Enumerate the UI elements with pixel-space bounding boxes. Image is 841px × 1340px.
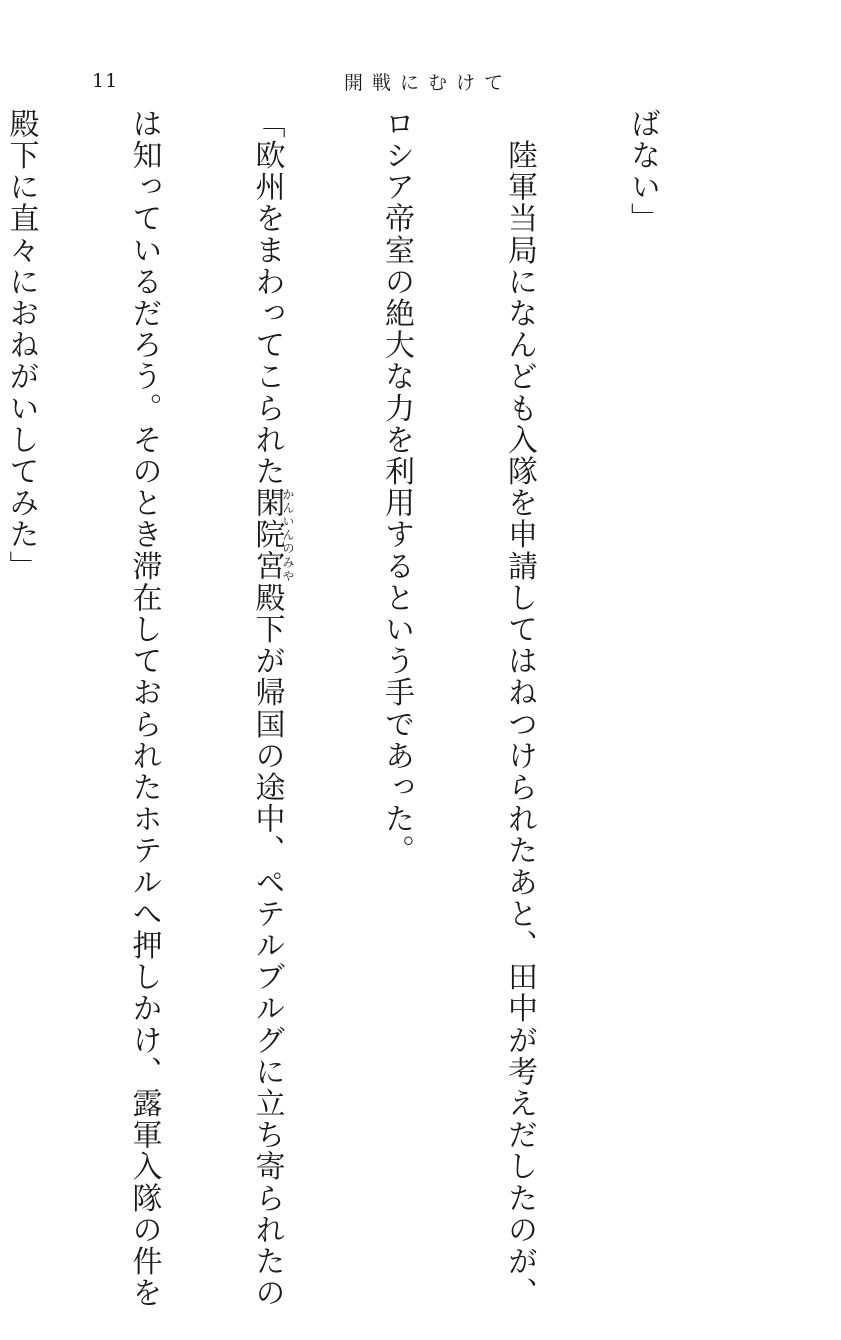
running-head: 開戦にむけて <box>344 72 513 94</box>
ruby-reading: かんいんのみや <box>281 487 295 583</box>
text-line: 陸軍当局になんども入隊を申請してはねつけられたあと、田中が考えだしたのが、 <box>502 108 537 1309</box>
text-line <box>247 108 295 1309</box>
text-line: 殿下に直々におねがいしてみた」 <box>3 108 39 582</box>
text-line: ばない」 <box>625 108 660 235</box>
text-line: ロシア帝室の絶大な力を利用するという手であった。 <box>379 108 414 867</box>
body-text <box>0 108 745 1309</box>
page-number: 11 <box>92 70 119 92</box>
ruby-base: 閑院宮 <box>249 487 285 583</box>
line-segment: 「欧州をまわってこられた <box>249 108 285 488</box>
line-segment: 殿下が帰国の途中、ペテルブルグに立ち寄られたの <box>249 582 285 1309</box>
ruby-annotation <box>249 487 295 583</box>
text-line: は知っているだろう。そのとき滞在しておられたホテルへ押しかけ、露軍入隊の件を <box>126 108 162 1309</box>
